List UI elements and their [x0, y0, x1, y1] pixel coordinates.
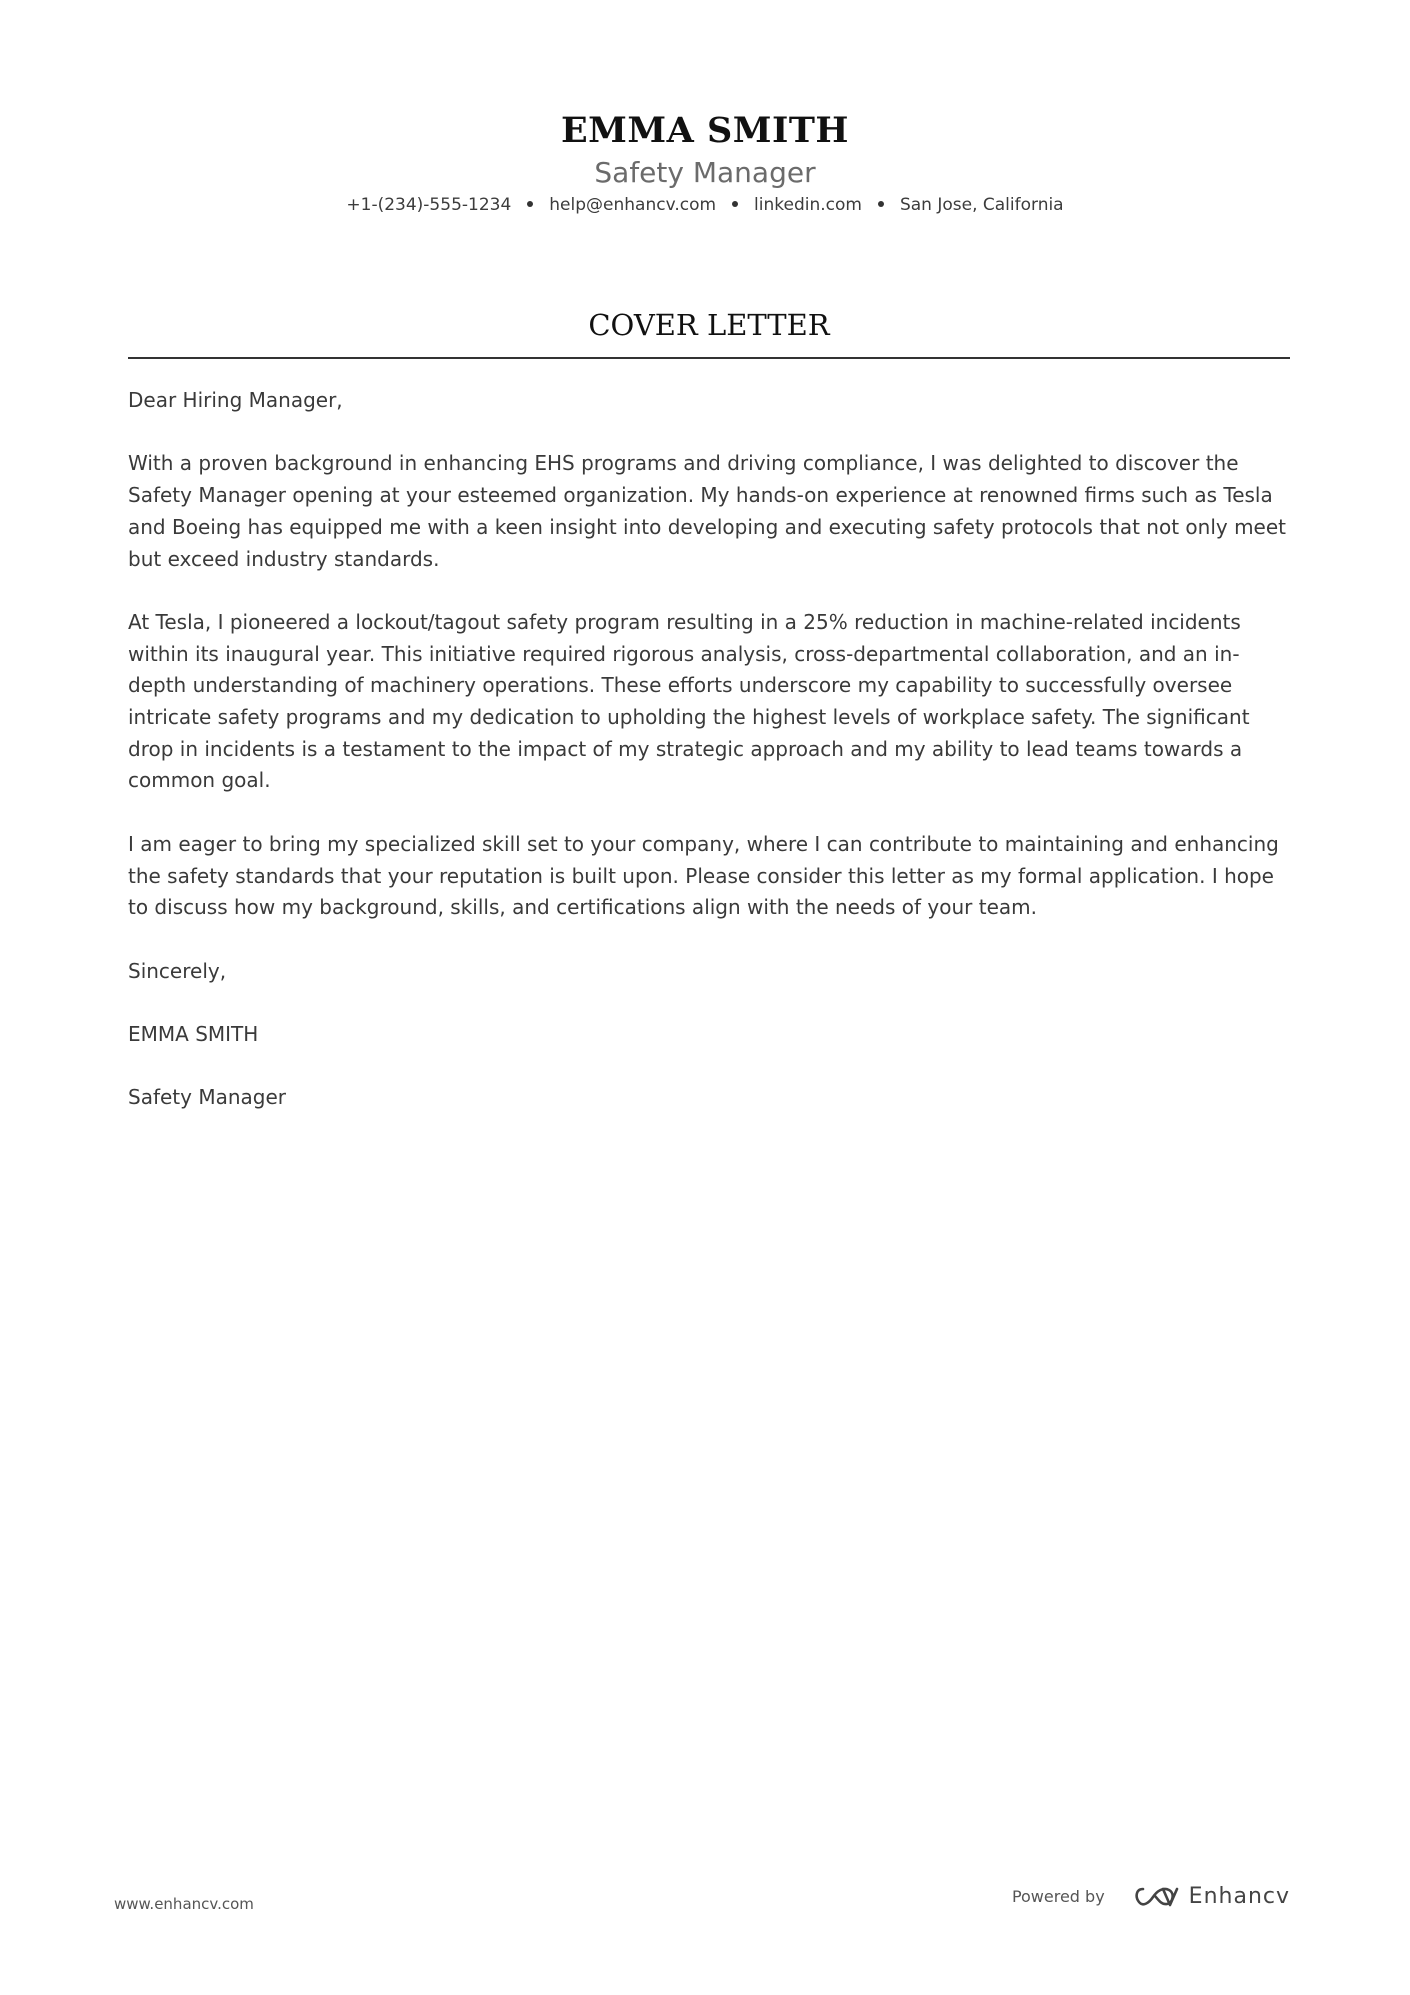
powered-by-label: Powered by — [1011, 1887, 1105, 1906]
bullet-separator-icon — [878, 201, 884, 207]
enhancv-logo-icon — [1133, 1885, 1179, 1909]
signature-name: EMMA SMITH — [128, 1021, 259, 1046]
contact-location: San Jose, California — [899, 195, 1064, 215]
contact-phone: +1-(234)-555-1234 — [346, 195, 512, 215]
letter-paragraph: I am eager to bring my specialized skill set to your company, where I can contribute to maintaining and enhancing the safety standards that your reputation is built upon. Please consider this letter as my formal application. I hope to discuss how my background, skills, and certifications align with the needs of your team. — [128, 831, 1279, 920]
footer-branding — [1012, 1884, 1290, 1909]
bullet-separator-icon — [527, 201, 533, 207]
letter-paragraph: At Tesla, I pioneered a lockout/tagout safety program resulting in a 25% reduction in machine-related incidents within its inaugural year. This initiative required rigorous analysis, cross-departmental collaboration, and an in-depth understanding of machinery operations. These efforts underscore my capability to successfully oversee intricate safety programs and my dedication to upholding the highest levels of workplace safety. The significant drop in incidents is a testament to the impact of my strategic approach and my ability to lead teams towards a common goal. — [128, 609, 1250, 793]
contact-linkedin: linkedin.com — [754, 195, 862, 215]
contact-email: help@enhancv.com — [549, 195, 717, 215]
footer-website: www.enhancv.com — [114, 1895, 254, 1913]
contact-info — [0, 194, 1410, 216]
applicant-name: EMMA SMITH — [560, 110, 849, 151]
applicant-title: Safety Manager — [594, 156, 816, 189]
letter-paragraph: With a proven background in enhancing EHS programs and driving compliance, I was delighted to discover the Safety Manager opening at your esteemed organization. My hands-on experience at renowned firms such as Tesla and Boeing has equipped me with a keen insight into developing and executing safety protocols that not only meet but exceed industry standards. — [128, 451, 1286, 571]
enhancv-logo — [1133, 1884, 1290, 1909]
section-title: COVER LETTER — [588, 308, 830, 342]
signature-title: Safety Manager — [128, 1085, 286, 1110]
brand-name: Enhancv — [1188, 1884, 1290, 1909]
letter-greeting: Dear Hiring Manager, — [128, 388, 343, 412]
letter-body — [128, 385, 1290, 1146]
bullet-separator-icon — [732, 201, 738, 207]
section-divider — [128, 357, 1290, 359]
resume-header — [0, 110, 1410, 216]
letter-closing: Sincerely, — [128, 958, 227, 983]
